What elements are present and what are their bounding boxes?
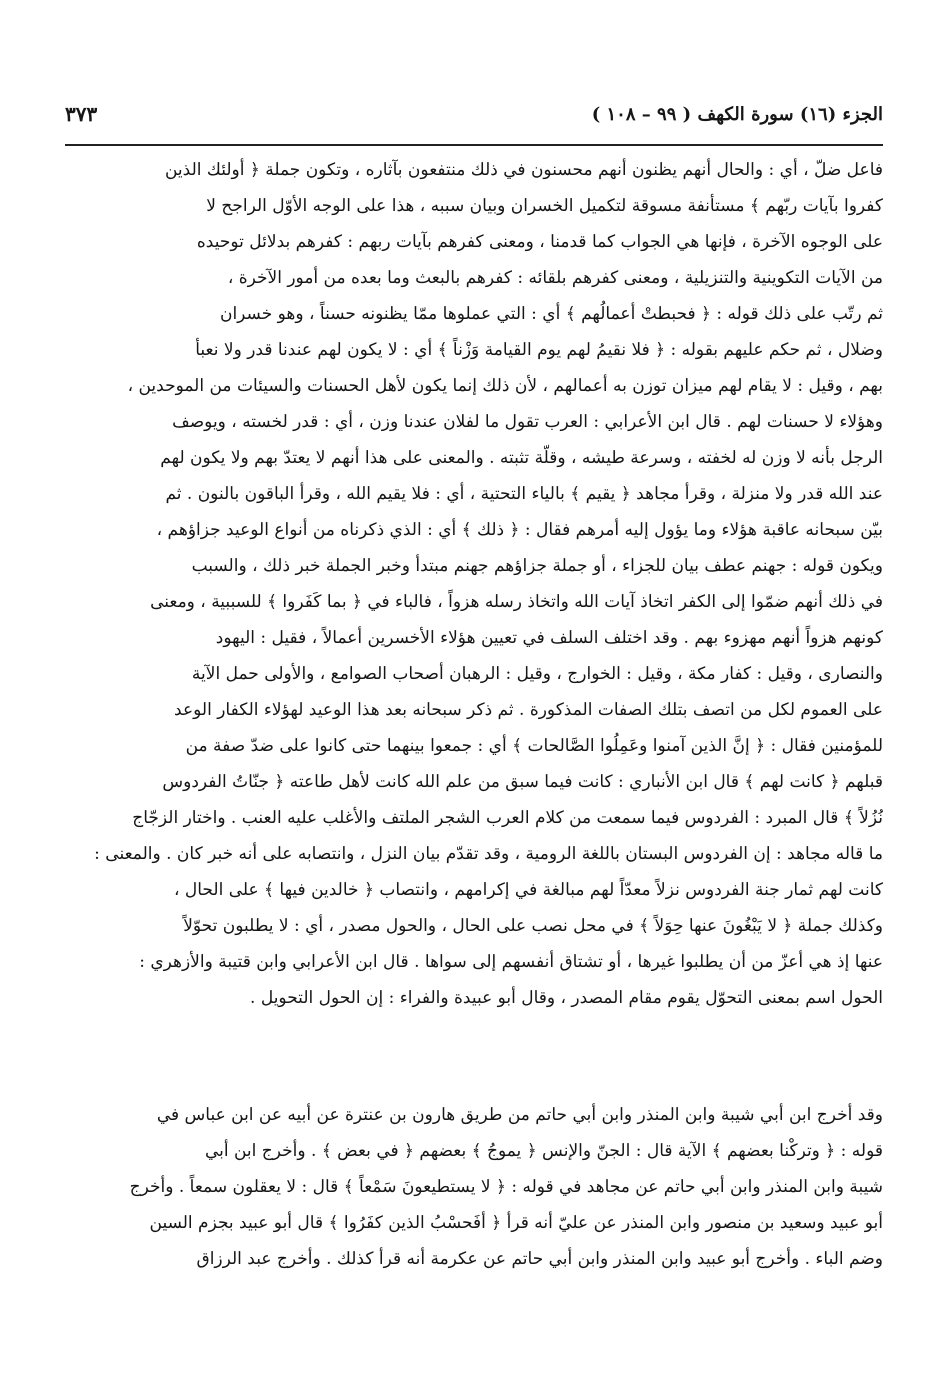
text-line: على العموم لكل من اتصف بتلك الصفات المذكورة . ثم ذكر سبحانه بعد هذا الوعيد لهؤلاء الكفار الوعد xyxy=(174,700,883,720)
text-line: عنها إذ هي أعزّ من أن يطلبوا غيرها ، أو تشتاق أنفسهم إلى سواها . قال ابن الأعرابي وابن قتيبة والأزهري : xyxy=(139,952,883,972)
tafsir-paragraph-2 xyxy=(65,1097,883,1277)
tafsir-paragraph-1 xyxy=(65,152,883,1016)
text-line: قوله : ﴿ وتركْنا بعضهم ﴾ الآية قال : الجنّ والإنس ﴿ يموجُ ﴾ بعضهم ﴿ في بعض ﴾ . وأخرج ابن أبي xyxy=(204,1141,883,1161)
text-line: وقد أخرج ابن أبي شيبة وابن المنذر وابن أبي حاتم من طريق هارون بن عنترة عن أبيه عن ابن عباس في xyxy=(156,1105,883,1125)
text-line: على الوجوه الآخرة ، فإنها هي الجواب كما قدمنا ، ومعنى كفرهم بآيات ربهم : كفرهم بدلائل توحيده xyxy=(196,232,883,252)
text-line: بهم ، وقيل : لا يقام لهم ميزان توزن به أعمالهم ، لأن ذلك إنما يكون لأهل الحسنات والسيئات من الموحدين ، xyxy=(127,376,883,396)
text-line: أبو عبيد وسعيد بن منصور وابن المنذر عن عليّ أنه قرأ ﴿ أفَحسْبُ الذين كفَرُوا ﴾ قال أبو عبيد بجزم السين xyxy=(149,1213,883,1233)
text-line: كونهم هزواً أنهم مهزوء بهم . وقد اختلف السلف في تعيين هؤلاء الأخسرين أعمالاً ، فقيل : اليهود xyxy=(215,628,883,648)
text-line: في ذلك أنهم ضمّوا إلى الكفر اتخاذ آيات الله واتخاذ رسله هزواً ، فالباء في ﴿ بما كَفَروا ﴾ للسببية ، ومعنى xyxy=(150,592,883,612)
text-line: نُزُلاً ﴾ قال المبرد : الفردوس فيما سمعت من كلام العرب الشجر الملتف والأغلب عليه العنب . واختار الزجّاج xyxy=(132,808,883,828)
text-line: ويكون قوله : جهنم عطف بيان للجزاء ، أو جملة جزاؤهم جهنم مبتدأ وخبر الجملة خبر ذلك ، والسبب xyxy=(191,556,883,576)
text-line: والنصارى ، وقيل : كفار مكة ، وقيل : الخوارج ، وقيل : الرهبان أصحاب الصوامع ، والأولى حمل الآية xyxy=(191,664,883,684)
text-line: قبلهم ﴿ كانت لهم ﴾ قال ابن الأنباري : كانت فيما سبق من علم الله كانت لأهل طاعته ﴿ جنّاتُ الفردوس xyxy=(162,772,883,792)
page-header xyxy=(65,100,883,146)
text-line: شيبة وابن المنذر وابن أبي حاتم عن مجاهد في قوله : ﴿ لا يستطيعونَ سَمْعاً ﴾ قال : لا يعقلون سمعاً . وأخرج xyxy=(129,1177,883,1197)
text-line: وهؤلاء لا حسنات لهم . قال ابن الأعرابي : العرب تقول ما لفلان عندنا وزن ، أي : قدر لخسته ، ويوصف xyxy=(172,412,883,432)
text-line: من الآيات التكوينية والتنزيلية ، ومعنى كفرهم بلقائه : كفرهم بالبعث وما بعده من أمور الآخرة ، xyxy=(227,268,883,288)
running-title: الجزء (١٦) سورة الكهف ( ٩٩ – ١٠٨ ) xyxy=(591,104,883,125)
text-line: بيّن سبحانه عاقبة هؤلاء وما يؤول إليه أمرهم فقال : ﴿ ذلك ﴾ أي : الذي ذكرناه من أنواع الوعيد جزاؤهم ، xyxy=(156,520,883,540)
text-line: الرجل بأنه لا وزن له لخفته ، وسرعة طيشه ، وقلّة تثبته . والمعنى على هذا أنهم لا يعتدّ بهم ولا يكون لهم xyxy=(160,448,883,468)
text-line: ثم رتّب على ذلك قوله : ﴿ فحبطتْ أعمالُهم ﴾ أي : التي عملوها ممّا يظنونه حسناً ، وهو خسران xyxy=(219,304,883,324)
text-line: كفروا بآيات ربّهم ﴾ مستأنفة مسوقة لتكميل الخسران وبيان سببه ، هذا على الوجه الأوّل الراجح لا xyxy=(206,196,883,216)
text-line: كانت لهم ثمار جنة الفردوس نزلاً معدّاً لهم مبالغة في إكرامهم ، وانتصاب ﴿ خالدين فيها ﴾ على الحال ، xyxy=(174,880,883,900)
text-line: للمؤمنين فقال : ﴿ إنَّ الذين آمنوا وعَمِلُوا الصَّالحات ﴾ أي : جمعوا بينهما حتى كانوا على ضدّ صفة من xyxy=(185,736,883,756)
text-line: الحول اسم بمعنى التحوّل يقوم مقام المصدر ، وقال أبو عبيدة والفراء : إن الحول التحويل . xyxy=(250,988,883,1008)
text-line: وكذلك جملة ﴿ لا يَبْغُونَ عنها حِوَلاً ﴾ في محل نصب على الحال ، والحول مصدر ، أي : لا يطلبون تحوّلاً xyxy=(183,916,883,936)
text-line: وضلال ، ثم حكم عليهم بقوله : ﴿ فلا نقيمُ لهم يوم القيامة وَزْناً ﴾ أي : لا يكون لهم عندنا قدر ولا نعبأ xyxy=(195,340,883,360)
page-number: ٣٧٣ xyxy=(65,102,98,126)
text-line: ما قاله مجاهد : إن الفردوس البستان باللغة الرومية ، وقد تقدّم بيان النزل ، وانتصابه على أنه خبر كان . والمعنى : xyxy=(94,844,883,864)
text-line: عند الله قدر ولا منزلة ، وقرأ مجاهد ﴿ يقيم ﴾ بالياء التحتية ، أي : فلا يقيم الله ، وقرأ الباقون بالنون . ثم xyxy=(165,484,883,504)
text-line: وضم الباء . وأخرج أبو عبيد وابن المنذر وابن أبي حاتم عن عكرمة أنه قرأ كذلك . وأخرج عبد الرزاق xyxy=(196,1249,883,1269)
text-line: فاعل ضلّ ، أي : والحال أنهم يظنون أنهم محسنون في ذلك منتفعون بآثاره ، وتكون جملة ﴿ أولئك الذين xyxy=(164,160,883,180)
